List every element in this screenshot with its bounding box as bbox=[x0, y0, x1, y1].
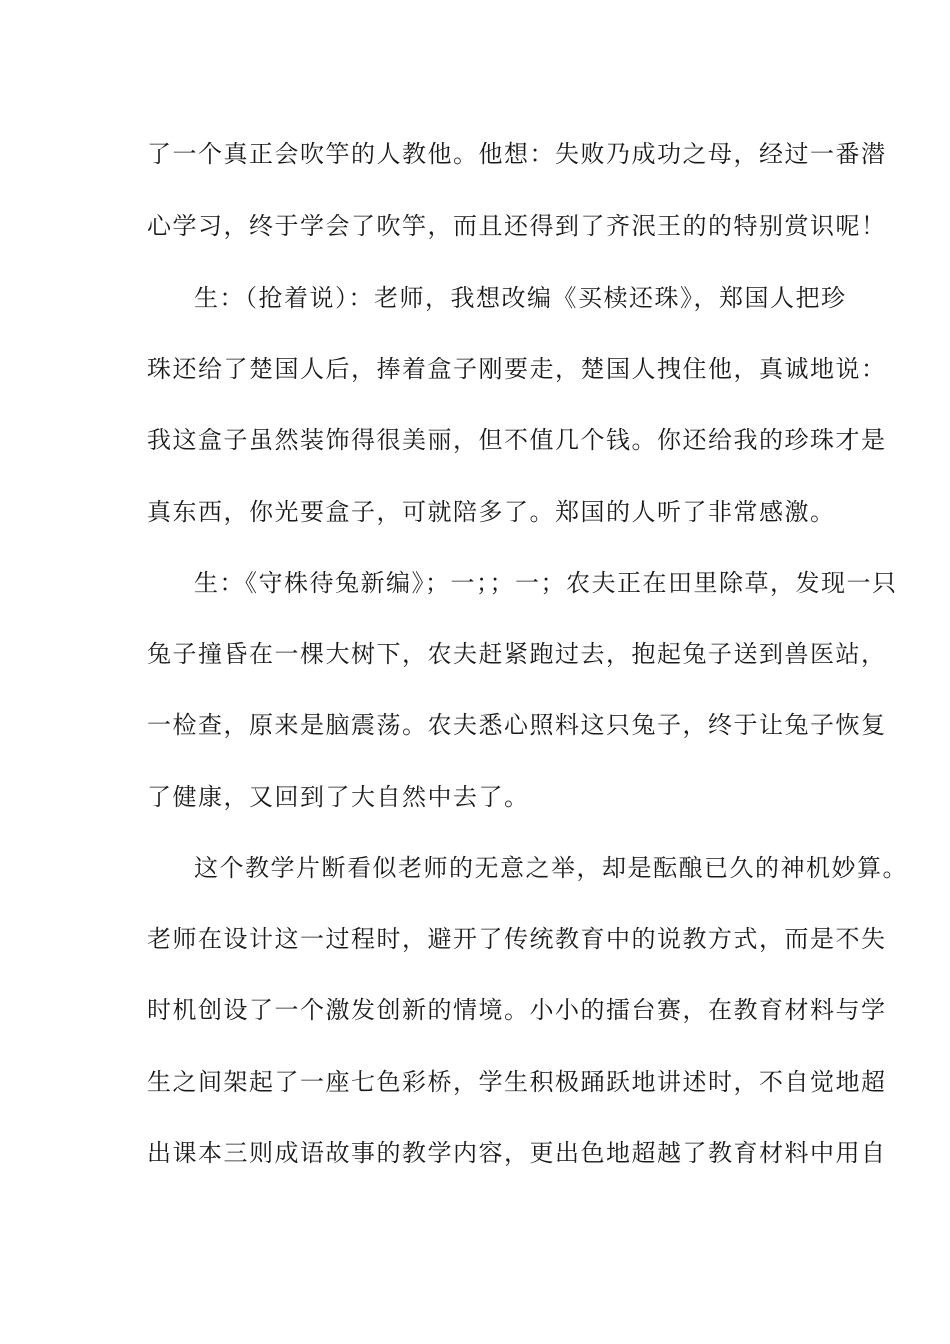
text-line-10: 了健康，又回到了大自然中去了。 bbox=[147, 783, 530, 811]
text-line-7: 生：《守株待兔新编》；一；；一；农夫正在田里除草，发现一只 bbox=[194, 569, 898, 597]
text-line-15: 出课本三则成语故事的教学内容，更出色地超越了教育材料中用自 bbox=[147, 1139, 887, 1167]
text-line-8: 兔子撞昏在一棵大树下，农夫赶紧跑过去，抱起兔子送到兽医站， bbox=[147, 640, 887, 668]
text-line-6: 真东西，你光要盒子，可就陪多了。郑国的人听了非常感激。 bbox=[147, 498, 836, 526]
text-line-4: 珠还给了楚国人后，捧着盒子刚要走，楚国人拽住他，真诚地说： bbox=[147, 355, 887, 383]
text-line-5: 我这盒子虽然装饰得很美丽，但不值几个钱。你还给我的珍珠才是 bbox=[147, 426, 887, 454]
text-line-2: 心学习，终于学会了吹竽，而且还得到了齐泯王的的特别赏识呢！ bbox=[147, 212, 887, 240]
text-line-9: 一检查，原来是脑震荡。农夫悉心照料这只兔子，终于让兔子恢复 bbox=[147, 711, 887, 739]
text-line-14: 生之间架起了一座七色彩桥，学生积极踊跃地讲述时，不自觉地超 bbox=[147, 1068, 887, 1096]
text-line-3: 生：（抢着说）：老师，我想改编《买椟还珠》，郑国人把珍 bbox=[194, 284, 847, 312]
text-line-13: 时机创设了一个激发创新的情境。小小的擂台赛，在教育材料与学 bbox=[147, 996, 887, 1024]
text-line-12: 老师在设计这一过程时，避开了传统教育中的说教方式，而是不失 bbox=[147, 925, 887, 953]
text-line-11: 这个教学片断看似老师的无意之举，却是酝酿已久的神机妙算。 bbox=[194, 854, 908, 882]
text-line-1: 了一个真正会吹竽的人教他。他想：失败乃成功之母，经过一番潜 bbox=[147, 140, 887, 168]
